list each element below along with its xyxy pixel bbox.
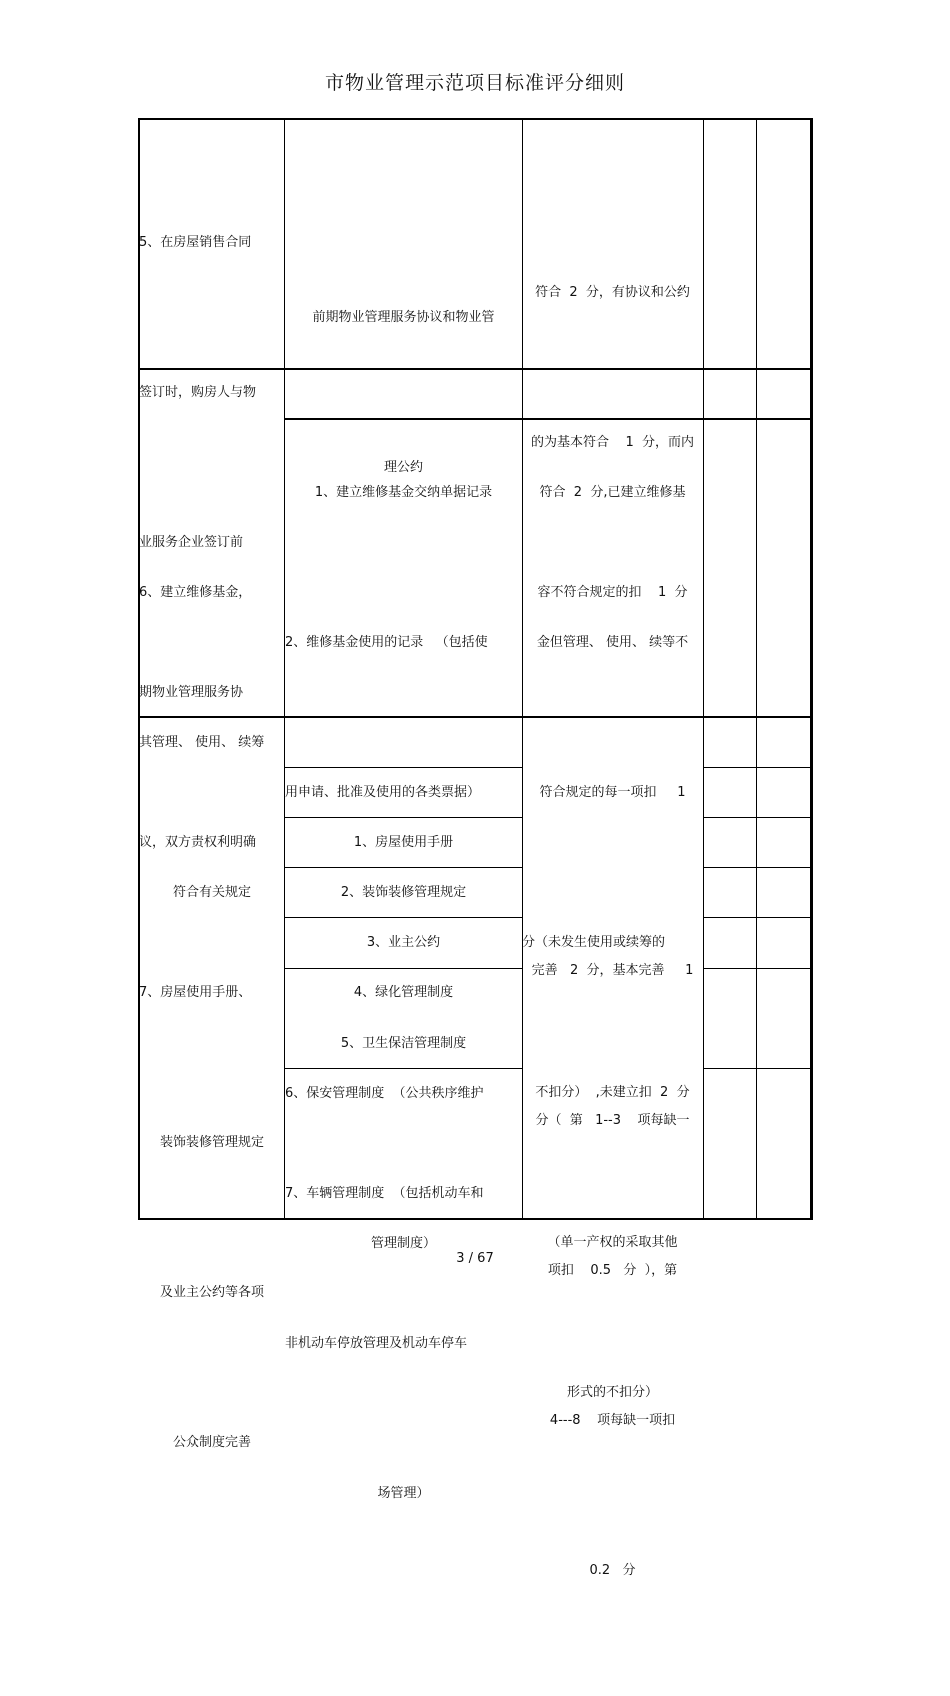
- page-number: 3 / 67: [456, 1251, 494, 1266]
- standard-line: 完善 2 分，基本完善 1: [531, 963, 694, 978]
- table-rule: [703, 817, 813, 818]
- standard-line: 不扣分） ,未建立扣 2 分: [535, 1085, 690, 1100]
- table-rule: [703, 1068, 813, 1069]
- item-line: 符合有关规定: [172, 885, 251, 900]
- content-line: 用申请、批准及使用的各类票据）: [285, 785, 481, 800]
- item-line: 议，双方责权利明确: [139, 835, 257, 850]
- item-line: 其管理、 使用、 续筹: [139, 735, 265, 750]
- item-line: 期物业管理服务协: [139, 685, 244, 700]
- content-line: 1、房屋使用手册: [353, 835, 454, 850]
- item-line: 业服务企业签订前: [139, 535, 244, 550]
- standard-line: 4---8 项每缺一项扣: [549, 1413, 676, 1428]
- standard-line: 金但管理、 使用、 续等不: [536, 635, 689, 650]
- table-rule: [703, 917, 813, 918]
- standard-line: 符合 2 分,已建立维修基: [539, 485, 686, 500]
- standard-line: 项扣 0.5 分 ），第: [547, 1263, 678, 1278]
- document-title: 市物业管理示范项目标准评分细则: [324, 72, 625, 94]
- table-rule: [810, 118, 813, 1220]
- table-rule: [756, 118, 757, 1220]
- item-line: 公众制度完善: [172, 1435, 251, 1450]
- content-line: 2、维修基金使用的记录 （包括使: [285, 635, 488, 650]
- standard-line: 符合 2 分，有协议和公约: [535, 285, 690, 300]
- content-line: 7、车辆管理制度 （包括机动车和: [285, 1186, 484, 1201]
- standard-line: 的为基本符合 1 分，而内: [530, 435, 695, 450]
- content-line: 非机动车停放管理及机动车停车: [285, 1336, 468, 1351]
- item-line: 7、房屋使用手册、: [139, 985, 252, 1000]
- item-line: 及业主公约等各项: [159, 1285, 264, 1300]
- standard-line: 分（ 第 1--3 项每缺一: [535, 1113, 690, 1128]
- content-line: 6、保安管理制度 （公共秩序维护: [285, 1086, 484, 1101]
- standard-line: 形式的不扣分）: [566, 1385, 658, 1400]
- item-line: 5、在房屋销售合同: [139, 235, 252, 250]
- standard-line: 分（未发生使用或续筹的: [522, 935, 666, 950]
- content-line: 前期物业管理服务协议和物业管: [312, 310, 495, 325]
- content-line: 理公约: [383, 460, 423, 475]
- content-line: 场管理）: [377, 1486, 430, 1501]
- standard-cell: [522, 846, 703, 1696]
- table-rule: [703, 118, 704, 1220]
- content-line: 5、卫生保洁管理制度: [340, 1036, 467, 1051]
- standard-line: （单一产权的采取其他: [547, 1235, 678, 1250]
- content-line: 1、建立维修基金交纳单据记录: [314, 485, 493, 500]
- content-cell: [285, 1069, 522, 1619]
- item-line: 装饰装修管理规定: [159, 1135, 264, 1150]
- item-line: 签订时，购房人与物: [139, 385, 257, 400]
- table-rule: [703, 767, 813, 768]
- standard-line: 0.2 分: [589, 1563, 636, 1578]
- content-line: 2、装饰装修管理规定: [340, 885, 467, 900]
- item-cell: [139, 868, 285, 1568]
- standard-line: 容不符合规定的扣 1 分: [537, 585, 688, 600]
- table-rule: [703, 867, 813, 868]
- content-line: 管理制度）: [370, 1236, 436, 1251]
- content-line: 3、业主公约: [366, 935, 441, 950]
- item-line: 6、建立维修基金，: [139, 585, 252, 600]
- table-rule: [703, 968, 813, 969]
- standard-line: 符合规定的每一项扣 1: [539, 785, 686, 800]
- content-line: 4、绿化管理制度: [353, 985, 454, 1000]
